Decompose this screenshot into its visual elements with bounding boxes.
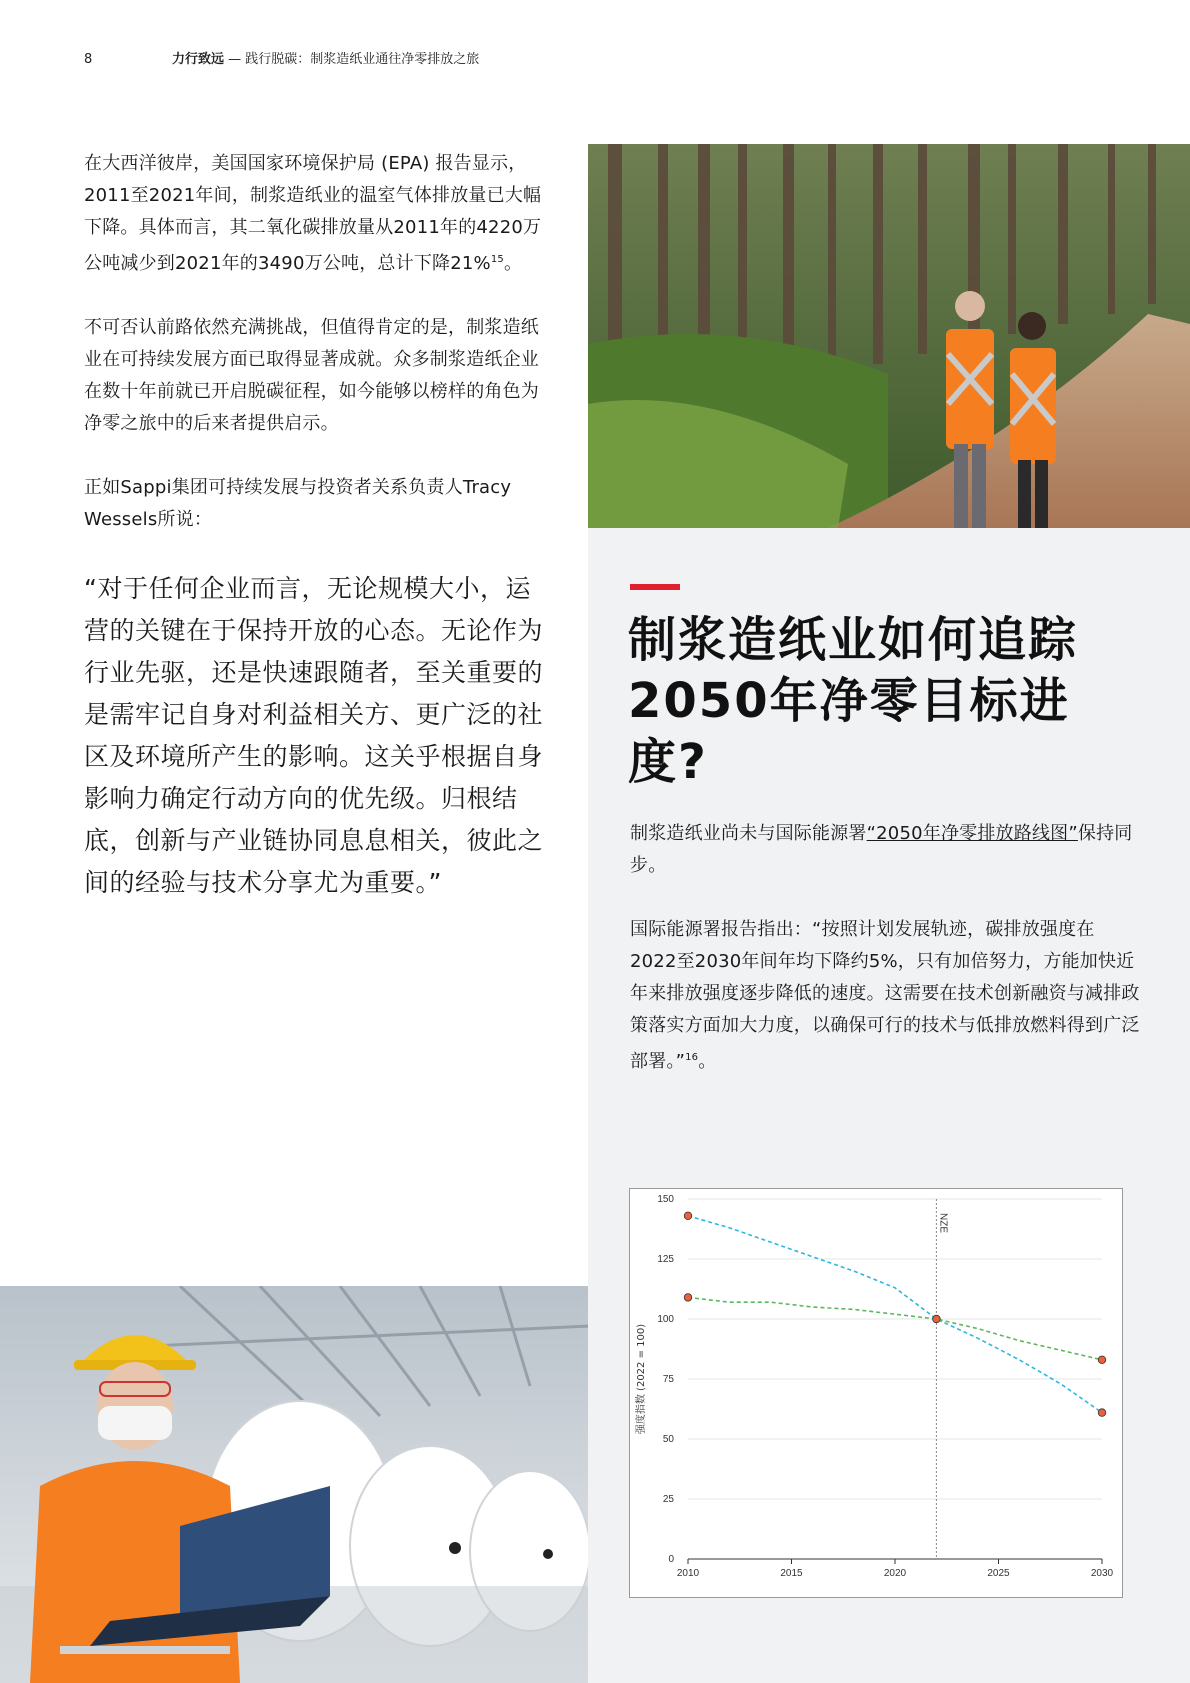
x-tick-label: 2010	[676, 1568, 700, 1579]
panel-paragraph-iea: 国际能源署报告指出：“按照计划发展轨迹，碳排放强度在2022至2030年间年均下降约5%，只有加倍努力，方能加快近年来排放强度逐步降低的速度。这需要在技术创新融资与减排政策落实方面加大力度，以确保可行的技术与低排放燃料得到广泛部署。”$^{16}$。	[630, 919, 1140, 1072]
pull-quote: “对于任何企业而言，无论规模大小，运营的关键在于保持开放的心态。无论作为行业先驱，还是快速跟随者，至关重要的是需牢记自身对利益相关方、更广泛的社区及环境所产生的影响。这关乎根据自身影响力确定行动方向的优先级。归根结底，创新与产业链协同息息相关，彼此之间的经验与技术分享尤为重要。”	[84, 574, 544, 897]
paper-mill-worker-photo	[0, 1286, 590, 1683]
nze-label: NZE	[937, 1213, 949, 1233]
data-point-marker	[1098, 1356, 1106, 1364]
forest-workers-photo	[588, 144, 1190, 528]
tracking-panel	[588, 528, 1190, 1683]
y-tick-label: 25	[662, 1494, 674, 1505]
header-brand: 力行致远	[172, 52, 225, 67]
intensity-chart-svg	[630, 1189, 1122, 1597]
series-line-0	[688, 1216, 1102, 1413]
y-axis-title: 强度指数 (2022 = 100)	[636, 1323, 647, 1435]
y-tick-label: 0	[668, 1554, 674, 1565]
page-number: 8	[84, 52, 93, 67]
data-point-marker	[933, 1315, 941, 1323]
data-point-marker	[684, 1294, 692, 1302]
panel-title: 制浆造纸业如何追踪2050年净零目标进度?	[628, 612, 1079, 790]
paragraph-quote-intro: 正如Sappi集团可持续发展与投资者关系负责人Tracy Wessels所说：	[84, 477, 512, 530]
y-tick-label: 125	[657, 1254, 674, 1265]
data-point-marker	[1098, 1409, 1106, 1417]
x-tick-label: 2015	[780, 1568, 803, 1579]
footnote-ref-16[interactable]: 16	[685, 1052, 699, 1063]
panel-paragraph-roadmap: 制浆造纸业尚未与国际能源署“2050年净零排放路线图”保持同步。	[630, 823, 1133, 876]
footnote-ref-15[interactable]: 15	[490, 254, 504, 265]
x-tick-label: 2030	[1090, 1568, 1114, 1579]
intensity-chart	[629, 1188, 1123, 1598]
left-column	[84, 148, 550, 904]
data-point-marker	[684, 1212, 692, 1220]
paragraph-epa: 在大西洋彼岸，美国国家环境保护局 (EPA) 报告显示，2011至2021年间，制浆造纸业的温室气体排放量已大幅下降。具体而言，其二氧化碳排放量从2011年的4220万公吨减少到2021年的3490万公吨，总计下降21%$^{15}$。	[84, 153, 542, 274]
iea-roadmap-link[interactable]: “2050年净零排放路线图”	[866, 823, 1078, 844]
page-header	[84, 48, 479, 67]
y-tick-label: 50	[662, 1434, 674, 1445]
x-tick-label: 2025	[987, 1568, 1010, 1579]
y-tick-label: 100	[657, 1314, 674, 1325]
paragraph-challenges: 不可否认前路依然充满挑战，但值得肯定的是，制浆造纸业在可持续发展方面已取得显著成就。众多制浆造纸企业在数十年前就已开启脱碳征程，如今能够以榜样的角色为净零之旅中的后来者提供启示。	[84, 317, 539, 434]
header-subtitle: — 践行脱碳：制浆造纸业通往净零排放之旅	[224, 52, 480, 67]
y-tick-label: 150	[657, 1194, 674, 1205]
series-line-1	[688, 1297, 1102, 1359]
x-tick-label: 2020	[883, 1568, 907, 1579]
y-tick-label: 75	[662, 1374, 674, 1385]
accent-bar	[630, 584, 680, 590]
